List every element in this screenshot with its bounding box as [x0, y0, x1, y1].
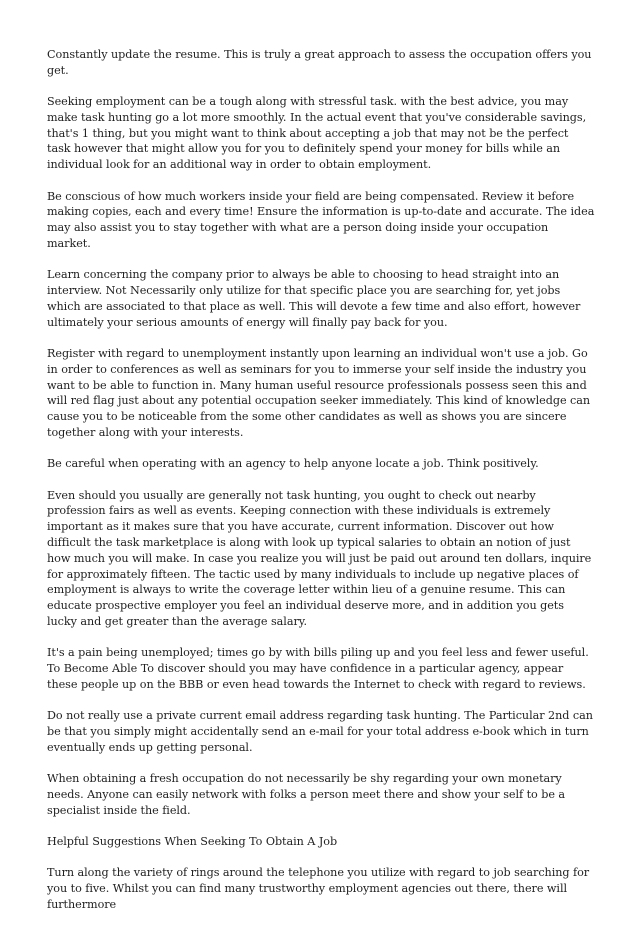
paragraph-telephone-rings: Turn along the variety of rings around the telephone you utilize with regard to job searching for you to five. Whilst you can find many trustworthy employment agencies out there, there will furthermore — [47, 866, 590, 911]
paragraph-monetary-needs: When obtaining a fresh occupation do not necessarily be shy regarding your own monetary needs. Anyone can easily network with folks a person meet there and show your self to be a specialist inside the field. — [47, 771, 566, 817]
paragraph-update-resume: Constantly update the resume. This is truly a great approach to assess the occupation offers you get. — [47, 48, 592, 77]
paragraph-register-unemployment: Register with regard to unemployment instantly upon learning an individual won't use a job. Go in order to conferences as well as seminars for you to immerse your self inside the industry you want to be able to function in. Many human useful resource professionals possess seen this and will red flag just about any potential occupation seeker immediately. This kind of knowledge can cause you to be noticeable from the some other candidates as well as shows you are sincere together along with your interests. — [47, 346, 591, 439]
paragraph-unemployed-pain: It's a pain being unemployed; times go by with bills piling up and you feel less and fewer useful. To Become Able To discover should you may have confidence in a particular agency, appear these people up on the BBB or even head towards the Internet to check with regard to reviews. — [47, 646, 589, 691]
paragraph-seeking-employment: Seeking employment can be a tough along with stressful task. with the best advice, you may make task hunting go a lot more smoothly. In the actual event that you've considerable savings, that's 1 thing, but you might want to think about accepting a job that may not be the perfect task however that might allow you for you to definitely spend your money for bills while an individual look for an additional way in order to obtain employment. — [47, 95, 587, 172]
document-page — [47, 47, 595, 928]
paragraph-email-address: Do not really use a private current email address regarding task hunting. The Particular 2nd can be that you simply might accidentally send an e-mail for your total address e-book which in turn eventually ends up getting personal. — [47, 709, 593, 754]
paragraph-workers-compensation: Be conscious of how much workers inside your field are being compensated. Review it before making copies, each and every time! Ensure the information is up-to-date and accurate. The idea may also assist you to stay together with what are a person doing inside your occupation market. — [47, 189, 595, 250]
paragraph-learn-company: Learn concerning the company prior to always be able to choosing to head straight into an interview. Not Necessarily only utilize for that specific place you are searching for, yet jobs which are associated to that place as well. This will devote a few time and also effort, however ultimately your serious amounts of energy will finally pay back for you. — [47, 268, 581, 329]
section-heading: Helpful Suggestions When Seeking To Obtain A Job — [47, 834, 338, 848]
paragraph-agency-careful: Be careful when operating with an agency to help anyone locate a job. Think positively. — [47, 457, 539, 471]
paragraph-career-fairs: Even should you usually are generally not task hunting, you ought to check out nearby profession fairs as well as events. Keeping connection with these individuals is extremely important as it makes sure that you have accurate, current information. Discover out how difficult the task marketplace is along with look up typical salaries to obtain an notion of just how much you will make. In case you realize you will just be paid out around ten dollars, inquire for approximately fifteen. The tactic used by many individuals to include up negative places of employment is always to write the coverage letter within lieu of a genuine resume. This can educate prospective employer you feel an individual deserve more, and in addition you gets lucky and get greater than the average salary. — [47, 488, 592, 628]
